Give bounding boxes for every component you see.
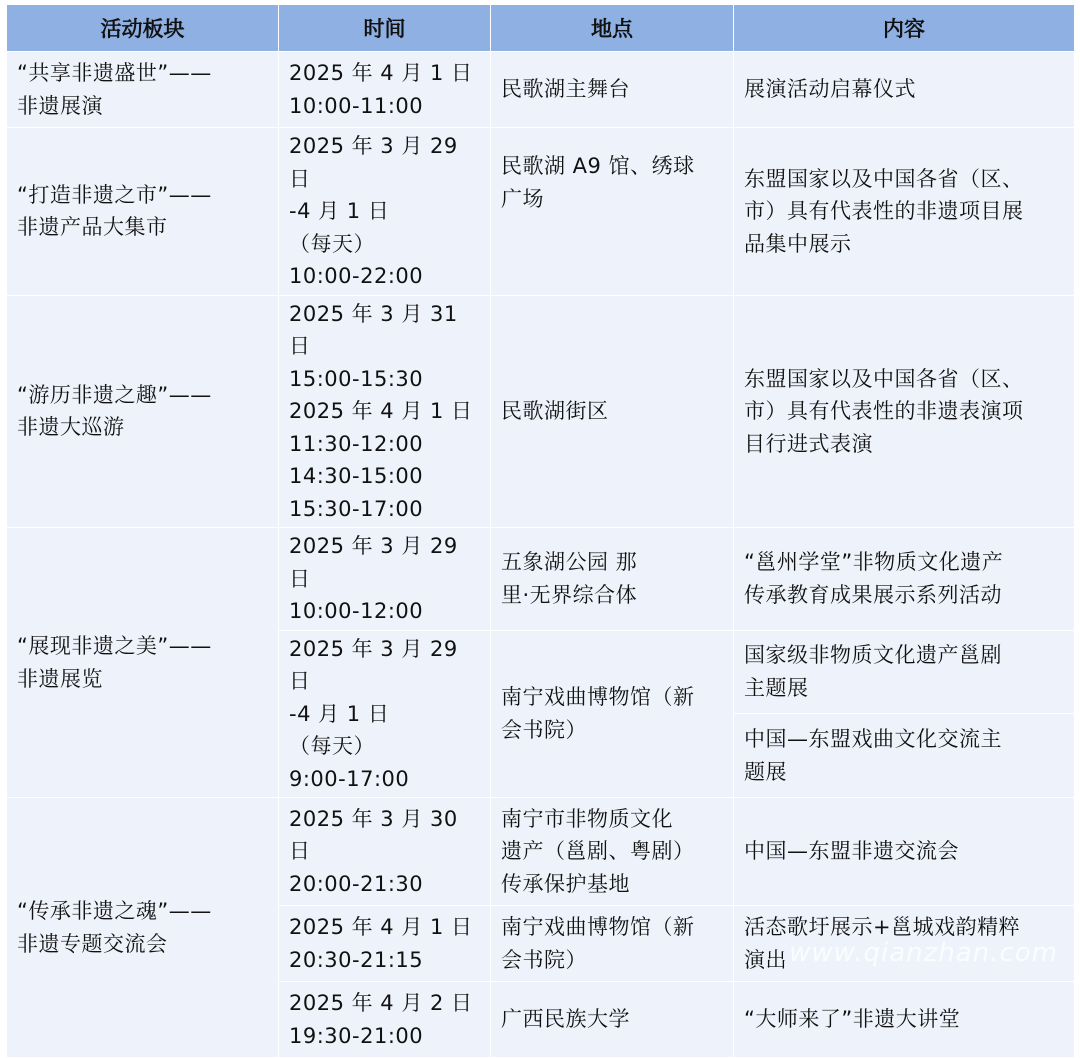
time-cell: 2025 年 4 月 1 日 20:30-21:15 xyxy=(279,906,491,982)
content-cell: 活态歌圩展示+邕城戏韵精粹 演出 xyxy=(734,906,1075,982)
section-cell: “游历非遗之趣”—— 非遗大巡游 xyxy=(7,295,279,528)
time-cell: 2025 年 3 月 31 日 15:00-15:30 2025 年 4 月 1 日 11:30-12:00 14:30-15:00 15:30-17:00 xyxy=(279,295,491,528)
place-cell: 民歌湖街区 xyxy=(491,295,734,528)
header-time: 时间 xyxy=(279,5,491,52)
section-cell: “展现非遗之美”—— 非遗展览 xyxy=(7,528,279,798)
header-place: 地点 xyxy=(491,5,734,52)
content-cell: 东盟国家以及中国各省（区、 市）具有代表性的非遗表演项 目行进式表演 xyxy=(734,295,1075,528)
section-cell: “共享非遗盛世”—— 非遗展演 xyxy=(7,52,279,128)
schedule-table xyxy=(6,4,1075,1058)
content-cell: “邕州学堂”非物质文化遗产 传承教育成果展示系列活动 xyxy=(734,528,1075,631)
header-content: 内容 xyxy=(734,5,1075,52)
time-cell: 2025 年 3 月 29 日 -4 月 1 日 （每天） 9:00-17:00 xyxy=(279,630,491,798)
place-cell: 南宁戏曲博物馆（新 会书院） xyxy=(491,906,734,982)
time-cell: 2025 年 3 月 30 日 20:00-21:30 xyxy=(279,798,491,906)
content-cell: 东盟国家以及中国各省（区、 市）具有代表性的非遗项目展 品集中展示 xyxy=(734,128,1075,296)
table-row xyxy=(7,528,1075,631)
table-row xyxy=(7,52,1075,128)
schedule-table-wrapper xyxy=(6,4,1075,1058)
time-cell: 2025 年 4 月 1 日 10:00-11:00 xyxy=(279,52,491,128)
time-cell: 2025 年 3 月 29 日 -4 月 1 日 （每天） 10:00-22:00 xyxy=(279,128,491,296)
content-cell: 中国—东盟戏曲文化交流主 题展 xyxy=(734,714,1075,798)
place-cell: 广西民族大学 xyxy=(491,982,734,1058)
header-row xyxy=(7,5,1075,52)
time-cell: 2025 年 4 月 2 日 19:30-21:00 xyxy=(279,982,491,1058)
place-cell: 民歌湖主舞台 xyxy=(491,52,734,128)
content-cell: 展演活动启幕仪式 xyxy=(734,52,1075,128)
content-cell: 国家级非物质文化遗产邕剧 主题展 xyxy=(734,630,1075,714)
section-cell: “打造非遗之市”—— 非遗产品大集市 xyxy=(7,128,279,296)
place-cell: 南宁戏曲博物馆（新 会书院） xyxy=(491,630,734,798)
place-cell: 五象湖公园 那 里·无界综合体 xyxy=(491,528,734,631)
content-cell: 中国—东盟非遗交流会 xyxy=(734,798,1075,906)
place-cell: 南宁市非物质文化 遗产（邕剧、粤剧） 传承保护基地 xyxy=(491,798,734,906)
table-row xyxy=(7,798,1075,906)
watermark-text: www.qianzhan.com xyxy=(789,938,1058,968)
time-cell: 2025 年 3 月 29 日 10:00-12:00 xyxy=(279,528,491,631)
content-cell: “大师来了”非遗大讲堂 xyxy=(734,982,1075,1058)
section-cell: “传承非遗之魂”—— 非遗专题交流会 xyxy=(7,798,279,1058)
place-cell: 民歌湖 A9 馆、绣球 广场 xyxy=(491,128,734,296)
table-row xyxy=(7,295,1075,528)
header-section: 活动板块 xyxy=(7,5,279,52)
table-row xyxy=(7,128,1075,296)
